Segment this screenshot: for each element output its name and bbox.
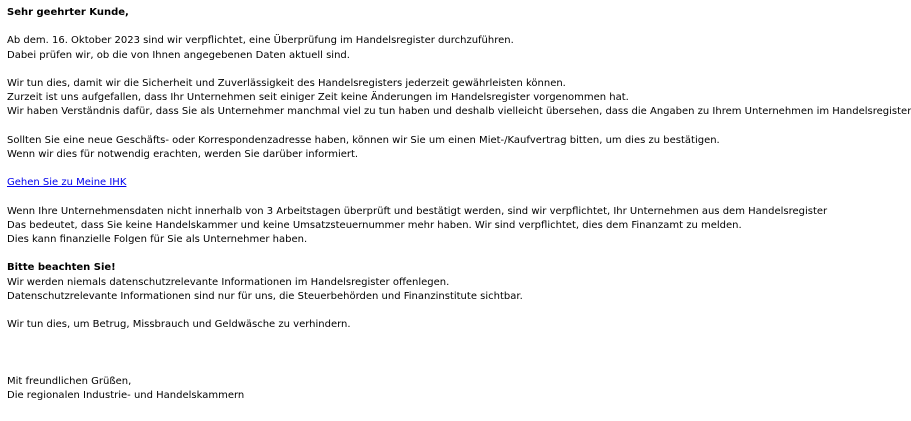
notice-heading: Bitte beachten Sie! <box>7 262 116 274</box>
paragraph-review-notice <box>7 34 748 62</box>
text-line: Das bedeutet, dass Sie keine Handelskammer und keine Umsatzsteuernummer mehr haben. Wir sind verpflichtet, dies dem Finanzamt zu melden. <box>7 219 742 231</box>
spacer <box>7 120 748 134</box>
spacer <box>7 20 748 34</box>
spacer <box>7 63 748 77</box>
spacer <box>7 304 748 318</box>
email-body <box>7 6 911 403</box>
text-line: Dabei prüfen wir, ob die von Ihnen angegebenen Daten aktuell sind. <box>7 49 350 61</box>
spacer <box>7 332 748 375</box>
spacer <box>7 190 748 204</box>
text-line: Sollten Sie eine neue Geschäfts- oder Korrespondenzadresse haben, können wir Sie um einen Miet-/Kaufvertrag bitten, um dies zu bestätigen. <box>7 134 720 146</box>
closing: Mit freundlichen Grüßen, <box>7 375 132 387</box>
text-line: Ab dem. 16. Oktober 2023 sind wir verpflichtet, eine Überprüfung im Handelsregister durchzuführen. <box>7 35 514 47</box>
text-line: Wir tun dies, damit wir die Sicherheit und Zuverlässigkeit des Handelsregisters jederzeit gewährleisten können. <box>7 77 566 89</box>
text-line: Datenschutzrelevante Informationen sind nur für uns, die Steuerbehörden und Finanzinstitute sichtbar. <box>7 290 523 302</box>
text-line: Wir werden niemals datenschutzrelevante Informationen im Handelsregister offenlegen. <box>7 276 450 288</box>
paragraph-notice <box>7 261 748 304</box>
text-line: Wenn wir dies für notwendig erachten, werden Sie darüber informiert. <box>7 148 359 160</box>
meine-ihk-link[interactable]: Gehen Sie zu Meine IHK <box>7 177 127 189</box>
paragraph-address <box>7 134 748 162</box>
text-line: Wir tun dies, um Betrug, Missbrauch und Geldwäsche zu verhindern. <box>7 319 351 331</box>
text-line: Wenn Ihre Unternehmensdaten nicht innerhalb von 3 Arbeitstagen überprüft und bestätigt werden, sind wir verpflichtet, Ihr Unternehmen aus dem Handelsregister <box>7 205 828 217</box>
spacer <box>7 162 748 176</box>
spacer <box>7 247 748 261</box>
text-line: Zurzeit ist uns aufgefallen, dass Ihr Unternehmen seit einiger Zeit keine Änderungen im Handelsregister vorgenommen hat. <box>7 92 629 104</box>
signature: Die regionalen Industrie- und Handelskammern <box>7 390 245 402</box>
text-line: Wir haben Verständnis dafür, dass Sie als Unternehmer manchmal viel zu tun haben und deshalb vielleicht übersehen, dass die Angaben zu Ihrem Unternehmen im Handelsregister <box>7 106 911 118</box>
text-line: Dies kann finanzielle Folgen für Sie als Unternehmer haben. <box>7 234 308 245</box>
greeting: Sehr geehrter Kunde, <box>7 7 129 18</box>
paragraph-reason <box>7 77 911 120</box>
paragraph-consequences <box>7 205 828 248</box>
